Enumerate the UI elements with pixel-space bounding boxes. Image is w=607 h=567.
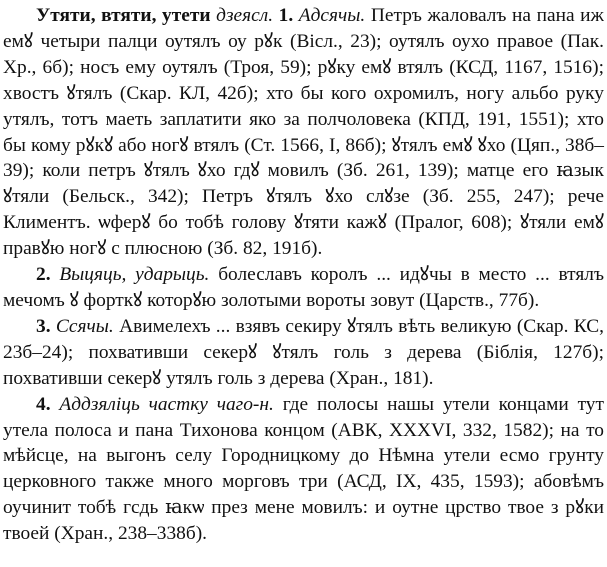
headword: Утяти, втяти, утети (36, 5, 211, 26)
citation-text: Петръ ꙋтялъ ꙋхо слꙋзе (201, 186, 410, 208)
citation-text: где полосы нашы утели концами тут утела полоса и пана Тихонова концом (3, 393, 604, 441)
citation-text: на то мѣйсце, на выгонъ селу Городницкому до Нѣмна утели есмо грунту церковного также много морговъ три (3, 419, 604, 493)
sense-2: 2. Выцяць, ударыць. болеславъ королъ ... идꙋчы в место ... втялъ мечомъ ꙋ форткꙋ которꙋю золотыми вороты зовут (Царств., 77б). (3, 264, 604, 311)
sense-gloss: Выцяць, ударыць. (59, 264, 210, 286)
sense-number: 3. (36, 315, 51, 337)
citation-ref: (Цяп., 38б–39) (3, 134, 604, 182)
citation-ref: (Хран., 238–338б) (54, 523, 203, 545)
citation-text: оутялъ оухо правое (389, 30, 554, 52)
citation-ref: (Зб. 255, 247) (422, 186, 550, 208)
citation-ref: (Скар. КС, 23б–24) (3, 315, 604, 363)
sense-gloss: Аддзяліць частку чаго-н. (59, 393, 274, 415)
citation-ref: (Біблія, 127б) (476, 341, 599, 363)
citation-text: Авимелехъ ... взявъ секиру ꙋтялъ вѣть великую (119, 315, 512, 337)
citation-text: Петръ жаловалъ на пана иж емꙋ четыри палци оутялъ оу рꙋк (3, 5, 604, 52)
sense-4: 4. Аддзяліць частку чаго-н. где полосы нашы утели концами тут утела полоса и пана Тихонова концом (АВК, XXXVI, 332, 1582); на то мѣйсце, на выгонъ селу Городницкому до Нѣмна утели есмо грунту церковного также много морговъ три (АСД, IX, 435, 1593); абовѣмъ оучинит тобѣ гсдь ꙗкѡ през мене мовилъ: и оутне црство твое з рꙋки твоей (Хран., 238–338б). (3, 393, 604, 545)
sense-number: 2. (36, 264, 51, 286)
citation-ref: (Царств., 77б) (419, 289, 535, 311)
sense-number: 4. (36, 393, 51, 415)
citation-text: коли петръ ꙋтялъ ꙋхо гдꙋ мовилъ (42, 160, 329, 182)
citation-text: носъ ему оутялъ (80, 56, 218, 78)
dictionary-page (3, 0, 604, 547)
citation-text: похвативши секерꙋ ꙋтялъ голь з дерева (88, 341, 462, 363)
citation-ref: (Ст. 1566, I, 86б) (244, 134, 382, 156)
citation-text: ꙋтялъ емꙋ ꙋхо (391, 134, 506, 156)
citation-text: абовѣмъ оучинит тобѣ гсдь ꙗкѡ през мене мовилъ: и оутне црство твое з рꙋки твоей (3, 471, 604, 545)
citation-ref: (АСД, IX, 435, 1593) (337, 471, 520, 493)
citation-text: хвостъ ꙋтялъ (3, 82, 113, 104)
citation-ref: (Зб. 82, 191б) (207, 238, 318, 260)
citation-ref: (АВК, XXXVI, 332, 1582) (331, 419, 549, 441)
citation-text: похвативши секерꙋ утялъ голь з дерева (3, 367, 325, 389)
citation-ref: (Пак. Хр., 6б) (3, 30, 604, 78)
citation-ref: (Хран., 181) (329, 367, 429, 389)
citation-text: ꙋтяли емꙋ правꙋю ногꙋ с плюсною (3, 212, 604, 260)
citation-text: болеславъ королъ ... идꙋчы в место ... втялъ мечомъ ꙋ форткꙋ которꙋю золотыми вороты зовут (3, 264, 604, 311)
citation-text: рече Климентъ. ѡферꙋ бо тобѣ голову ꙋтяти кажꙋ (3, 186, 604, 234)
citation-ref: (КПД, 191, 1551) (418, 108, 564, 130)
sense-3: 3. Ссячы. Авимелехъ ... взявъ секиру ꙋтялъ вѣть великую (Скар. КС, 23б–24); похвативши секерꙋ ꙋтялъ голь з дерева (Біблія, 127б); похвативши секерꙋ утялъ голь з дерева (Хран., 181). (3, 315, 604, 389)
citation-ref: (Віcл., 23) (289, 30, 377, 52)
citation-ref: (Скар. КЛ, 42б) (119, 82, 254, 104)
citation-text: хто бы кого охромилъ, ногу альбо руку утялъ, тотъ маеть заплатити яко за полчоловека (3, 82, 604, 130)
citation-ref: (Зб. 261, 139) (336, 160, 454, 182)
citation-ref: (Пралог, 608) (394, 212, 507, 234)
part-of-speech: дзеясл. (216, 5, 274, 26)
sense-gloss: Адсячы. (298, 5, 366, 26)
citation-ref: (КСД, 1167, 1516) (449, 56, 599, 78)
citation-text: матце его ꙗзык ꙋтяли (3, 160, 604, 208)
sense-1: Утяти, втяти, утети дзеясл. 1. Адсячы. Петръ жаловалъ на пана иж емꙋ четыри палци оутялъ оу рꙋк (Віcл., 23); оутялъ оухо правое (Пак. Хр., 6б); носъ ему оутялъ (Троя, 59); рꙋку емꙋ втялъ (КСД, 1167, 1516); хвостъ ꙋтялъ (Скар. КЛ, 42б); хто бы кого охромилъ, ногу альбо руку утялъ, тотъ маеть заплатити яко за полчоловека (КПД, 191, 1551); хто бы кому рꙋкꙋ або ногꙋ втялъ (Ст. 1566, I, 86б); ꙋтялъ емꙋ ꙋхо (Цяп., 38б–39); коли петръ ꙋтялъ ꙋхо гдꙋ мовилъ (Зб. 261, 139); матце его ꙗзык ꙋтяли (Бельск., 342); Петръ ꙋтялъ ꙋхо слꙋзе (Зб. 255, 247); рече Климентъ. ѡферꙋ бо тобѣ голову ꙋтяти кажꙋ (Пралог, 608); ꙋтяли емꙋ правꙋю ногꙋ с плюсною (Зб. 82, 191б). (3, 5, 604, 260)
citation-text: рꙋку емꙋ втялъ (317, 56, 444, 78)
sense-number: 1. (278, 5, 294, 26)
sense-gloss: Ссячы. (55, 315, 114, 337)
citation-ref: (Бельск., 342) (62, 186, 184, 208)
citation-text: хто бы кому рꙋкꙋ або ногꙋ втялъ (3, 108, 604, 156)
citation-ref: (Троя, 59) (223, 56, 307, 78)
